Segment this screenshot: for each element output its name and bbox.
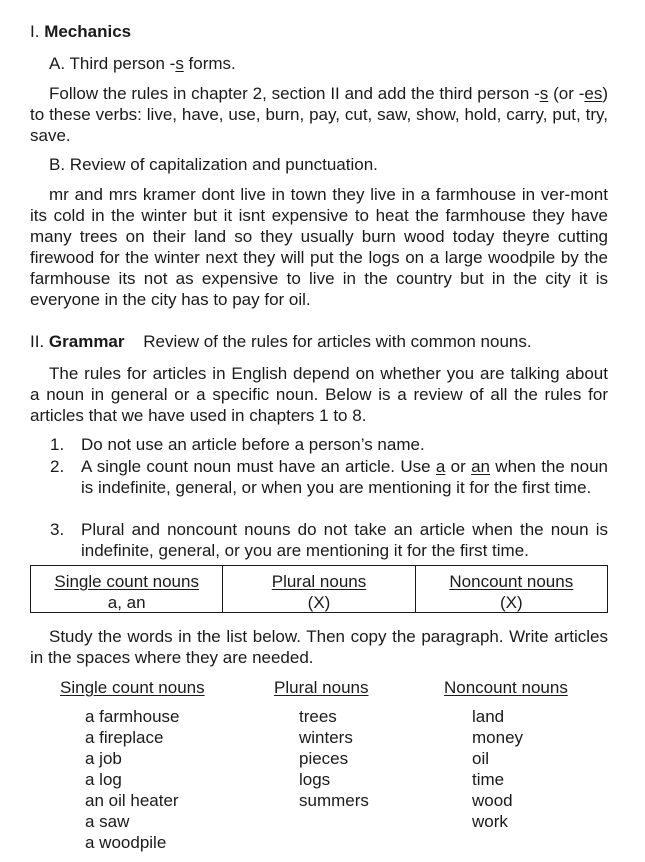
word-list-item: pieces bbox=[299, 749, 349, 768]
rule-number: 2. bbox=[50, 457, 65, 476]
word-list-item: summers bbox=[299, 791, 369, 810]
word-list-item: a saw bbox=[85, 812, 130, 831]
rule-text: Do not use an article before a person’s name. bbox=[81, 435, 425, 454]
rule-item bbox=[50, 456, 608, 498]
word-list-item: a fireplace bbox=[85, 728, 164, 747]
part-a-para-before: Follow the rules in chapter 2, section II and add the third person - bbox=[49, 84, 540, 103]
word-list-item: trees bbox=[299, 707, 337, 726]
rule-text bbox=[81, 456, 608, 498]
part-a-para-mid: (or - bbox=[548, 84, 585, 103]
part-a-paragraph bbox=[30, 83, 608, 146]
word-list-item: a farmhouse bbox=[85, 707, 180, 726]
rule-2-u1: a bbox=[435, 457, 446, 476]
table-cell: (X) bbox=[307, 593, 331, 612]
part-b-letter: B. bbox=[49, 155, 66, 174]
table-header: Plural nouns bbox=[271, 572, 367, 591]
section-2-number: II. bbox=[30, 332, 45, 351]
section-1-title: Mechanics bbox=[44, 22, 132, 41]
section-1-heading bbox=[30, 21, 131, 42]
table-column bbox=[415, 566, 607, 612]
word-list-item: oil bbox=[472, 749, 490, 768]
word-list-item: a woodpile bbox=[85, 833, 167, 852]
section-2-heading bbox=[30, 331, 532, 352]
section-1-number: I. bbox=[30, 22, 40, 41]
part-a-text-before: Third person - bbox=[69, 54, 176, 73]
word-list-item: time bbox=[472, 770, 505, 789]
part-a-para-u2: es bbox=[584, 84, 603, 103]
articles-table bbox=[30, 565, 608, 613]
table-column bbox=[222, 566, 414, 612]
part-a-para-after: ) to these verbs: live, have, use, burn, pay, cut, saw, show, hold, carry, put, try, save. bbox=[30, 84, 609, 145]
word-list-item: winters bbox=[299, 728, 353, 747]
part-a-text-after: forms. bbox=[183, 54, 236, 73]
word-list-item: money bbox=[472, 728, 524, 747]
part-a-underlined-s: s bbox=[175, 54, 184, 73]
part-b-text: Review of capitalization and punctuation. bbox=[69, 155, 378, 174]
rule-2-before: A single count noun must have an article. Use bbox=[81, 457, 436, 476]
table-cell: a, an bbox=[107, 593, 146, 612]
part-b-heading bbox=[49, 154, 378, 175]
table-column bbox=[31, 566, 222, 612]
part-a-letter: A. bbox=[49, 54, 66, 73]
list-header-single: Single count nouns bbox=[60, 678, 205, 697]
part-a-heading bbox=[49, 53, 236, 74]
word-list-item: logs bbox=[299, 770, 331, 789]
section-2-title: Grammar bbox=[48, 332, 125, 351]
list-header-noncount: Noncount nouns bbox=[444, 678, 568, 697]
word-list-item: land bbox=[472, 707, 505, 726]
word-list-item: wood bbox=[472, 791, 513, 810]
rule-2-u2: an bbox=[471, 457, 490, 476]
list-header-plural: Plural nouns bbox=[274, 678, 369, 697]
word-list-item: a log bbox=[85, 770, 122, 789]
word-list-item: an oil heater bbox=[85, 791, 179, 810]
section-2-intro: The rules for articles in English depend on whether you are talking about a noun in general or a specific noun. Below is a review of all the rules for articles that we have used in chapters 1 to 8. bbox=[30, 364, 608, 425]
word-list-item: a job bbox=[85, 749, 122, 768]
rule-2-mid: or bbox=[445, 457, 472, 476]
rule-text: Plural and noncount nouns do not take an article when the noun is indefinite, general, or you are mentioning it for the first time. bbox=[81, 520, 608, 560]
study-instructions: Study the words in the list below. Then copy the paragraph. Write articles in the spaces where they are needed. bbox=[30, 627, 608, 667]
rule-item bbox=[50, 519, 608, 561]
section-2-subtitle: Review of the rules for articles with common nouns. bbox=[143, 332, 532, 351]
rule-number: 1. bbox=[50, 435, 65, 454]
part-a-para-u1: s bbox=[539, 84, 549, 103]
table-cell: (X) bbox=[499, 593, 523, 612]
rule-item bbox=[50, 434, 608, 455]
part-b-paragraph: mr and mrs kramer dont live in town they live in a farmhouse in ver-mont its cold in the winter but it isnt expensive to heat the farmhouse they have many trees on their land so they usually burn wood today theyre cutting firewood for the winter next they will put the logs on a large woodpile by the farmhouse its not as expensive to live in the country but in the city it is everyone in the city has to pay for oil. bbox=[30, 185, 608, 309]
rule-number: 3. bbox=[50, 520, 65, 539]
word-list-item: work bbox=[472, 812, 508, 831]
table-header: Single count nouns bbox=[54, 572, 199, 591]
table-header: Noncount nouns bbox=[449, 572, 574, 591]
rule-2-after: when the noun is indefinite, general, or when you are mentioning it for the first time. bbox=[81, 457, 609, 497]
